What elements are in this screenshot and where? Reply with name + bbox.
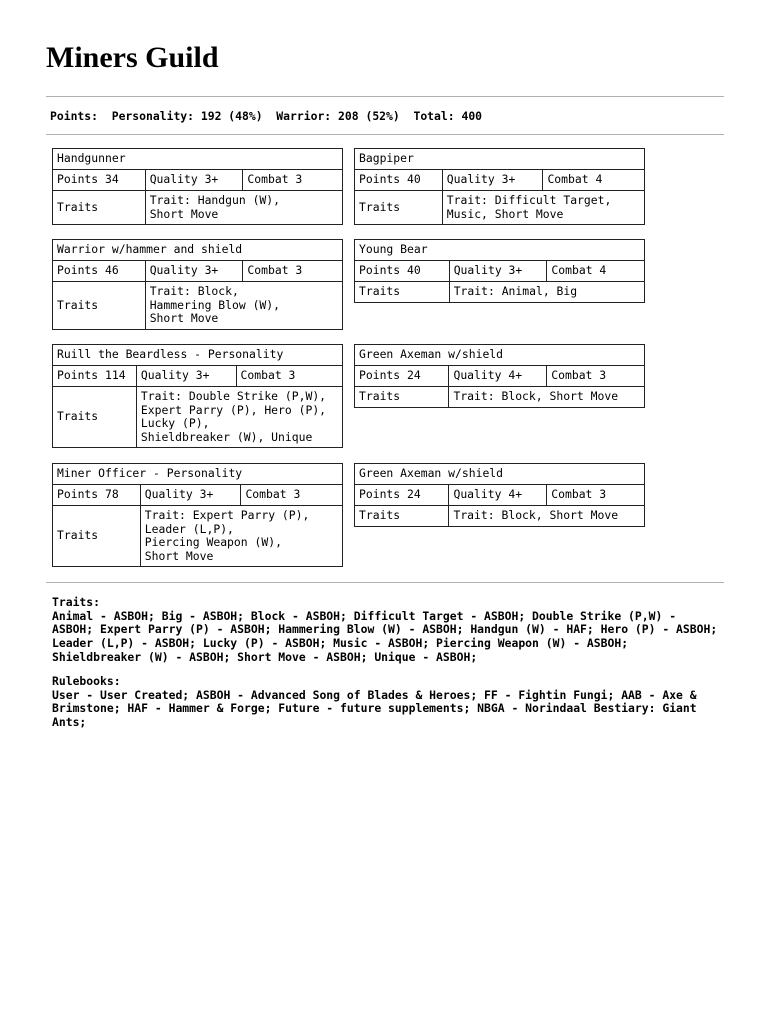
unit-name: Miner Officer - Personality [53, 464, 343, 485]
trait-line: Hammering Blow (W), [149, 297, 281, 312]
unit-traits [449, 387, 645, 408]
trait-line: Trait: Difficult Target, [446, 193, 612, 207]
divider [46, 582, 724, 583]
unit-traits [449, 282, 644, 303]
trait-line: Trait: Block, Short Move [453, 389, 619, 404]
unit-card [354, 239, 645, 303]
unit-card [52, 239, 343, 330]
unit-points: Points 24 [355, 366, 449, 387]
traits-label: Traits [355, 506, 449, 527]
unit-traits [145, 191, 342, 225]
unit-quality: Quality 3+ [140, 485, 241, 506]
unit-quality: Quality 3+ [449, 261, 547, 282]
traits-heading: Traits: [52, 595, 101, 609]
trait-line: Lucky (P), [140, 416, 210, 430]
page-title: Miners Guild [46, 41, 219, 74]
traits-glossary [52, 596, 718, 665]
traits-label: Traits [53, 506, 141, 567]
unit-combat: Combat 4 [543, 170, 645, 191]
unit-combat: Combat 3 [243, 170, 343, 191]
rulebooks-text: User - User Created; ASBOH - Advanced Song of Blades & Heroes; FF - Fightin Fungi; AAB - Axe & Brimstone; HAF - Hammer & Forge; Future - future supplements; NBGA - Norindaal Bestiary: Giant Ants; [52, 687, 697, 730]
unit-points: Points 24 [355, 485, 449, 506]
traits-label: Traits [53, 387, 137, 448]
trait-line: Short Move [149, 311, 219, 325]
divider [46, 134, 724, 135]
unit-quality: Quality 3+ [442, 170, 543, 191]
trait-line: Trait: Block, [149, 284, 239, 298]
unit-name: Bagpiper [355, 149, 645, 170]
unit-points: Points 114 [53, 366, 137, 387]
trait-line: Shieldbreaker (W), Unique [140, 429, 313, 444]
unit-points: Points 78 [53, 485, 141, 506]
divider [46, 96, 724, 97]
trait-line: Trait: Animal, Big [453, 284, 578, 299]
unit-combat: Combat 3 [243, 261, 343, 282]
unit-combat: Combat 3 [236, 366, 342, 387]
traits-text: Animal - ASBOH; Big - ASBOH; Block - ASBOH; Difficult Target - ASBOH; Double Strike (P,W) - ASBOH; Expert Parry (P) - ASBOH; Hammering Blow (W) - ASBOH; Handgun (W) - HAF; Hero (P) - ASBOH; Leader (L,P) - ASBOH; Lucky (P) - ASBOH; Music - ASBOH; Piercing Weapon (W) - ASBOH; Shieldbreaker (W) - ASBOH; Short Move - ASBOH; Unique - ASBOH; [52, 608, 718, 664]
unit-quality: Quality 3+ [145, 261, 243, 282]
unit-quality: Quality 4+ [449, 485, 547, 506]
unit-name: Warrior w/hammer and shield [53, 240, 343, 261]
trait-line: Trait: Double Strike (P,W), [140, 389, 327, 403]
unit-traits [140, 506, 342, 567]
unit-points: Points 34 [53, 170, 146, 191]
unit-traits [145, 282, 342, 330]
rulebooks-heading: Rulebooks: [52, 674, 121, 688]
unit-name: Young Bear [355, 240, 645, 261]
unit-name: Green Axeman w/shield [355, 345, 645, 366]
traits-label: Traits [53, 191, 146, 225]
unit-points: Points 40 [355, 170, 443, 191]
trait-line: Piercing Weapon (W), [144, 535, 282, 549]
unit-combat: Combat 3 [241, 485, 343, 506]
trait-line: Music, Short Move [446, 206, 564, 221]
unit-card [52, 463, 343, 567]
unit-traits [442, 191, 644, 225]
traits-label: Traits [53, 282, 146, 330]
trait-line: Leader (L,P), [144, 521, 234, 536]
unit-quality: Quality 4+ [449, 366, 547, 387]
unit-points: Points 46 [53, 261, 146, 282]
unit-card [354, 463, 645, 527]
unit-combat: Combat 4 [547, 261, 645, 282]
unit-name: Ruill the Beardless - Personality [53, 345, 343, 366]
unit-card [52, 344, 343, 448]
trait-line: Short Move [144, 548, 214, 563]
trait-line: Trait: Handgun (W), [149, 193, 281, 207]
unit-quality: Quality 3+ [145, 170, 243, 191]
unit-name: Handgunner [53, 149, 343, 170]
trait-line: Short Move [149, 206, 219, 221]
rulebooks-glossary [52, 675, 718, 730]
unit-name: Green Axeman w/shield [355, 464, 645, 485]
unit-card [52, 148, 343, 225]
traits-label: Traits [355, 282, 450, 303]
unit-traits [449, 506, 645, 527]
unit-card [354, 148, 645, 225]
unit-points: Points 40 [355, 261, 450, 282]
unit-combat: Combat 3 [547, 485, 645, 506]
traits-label: Traits [355, 191, 443, 225]
trait-line: Trait: Block, Short Move [453, 508, 619, 523]
unit-combat: Combat 3 [547, 366, 645, 387]
trait-line: Expert Parry (P), Hero (P), [140, 402, 327, 417]
unit-traits [136, 387, 342, 448]
traits-label: Traits [355, 387, 449, 408]
unit-quality: Quality 3+ [136, 366, 236, 387]
trait-line: Trait: Expert Parry (P), [144, 508, 310, 522]
points-summary: Points: Personality: 192 (48%) Warrior: 208 (52%) Total: 400 [50, 109, 483, 123]
unit-card [354, 344, 645, 408]
